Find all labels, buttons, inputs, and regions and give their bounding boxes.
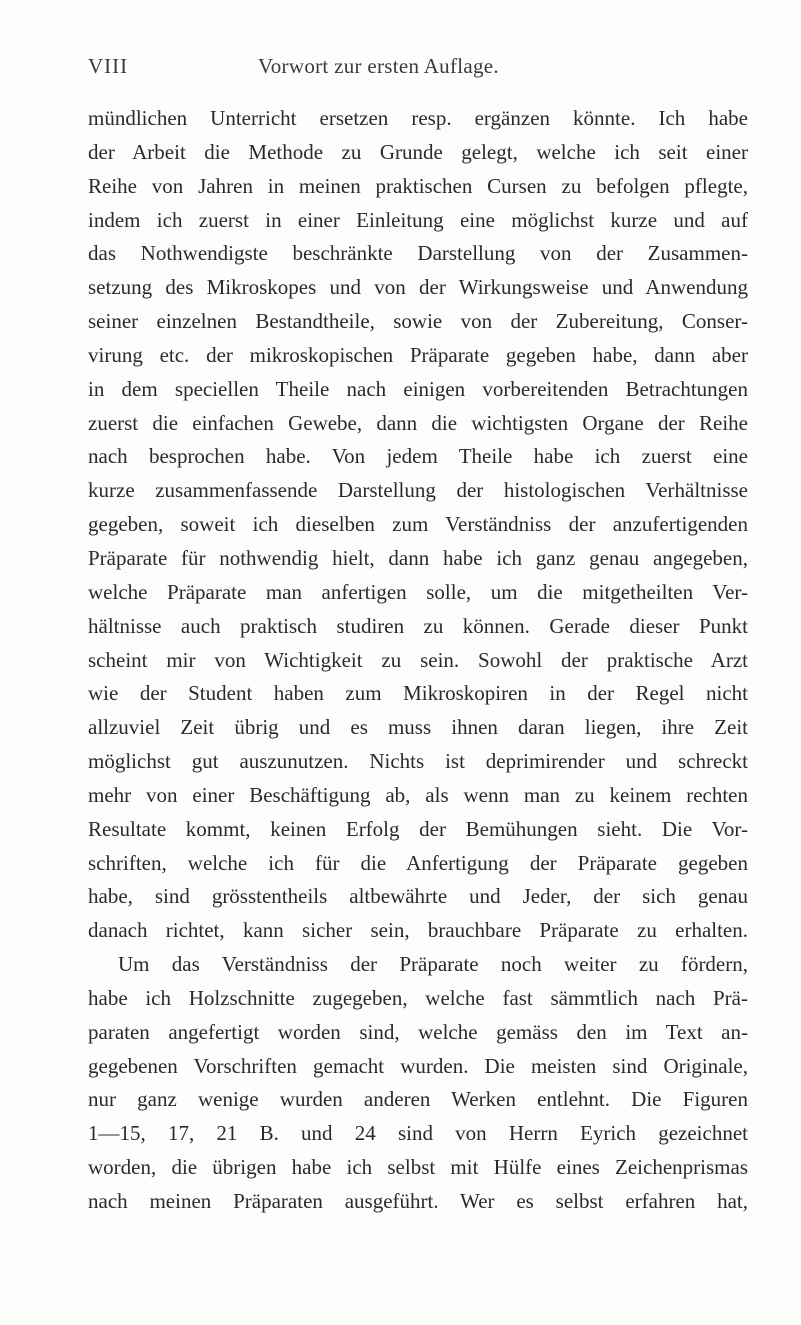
text-line: der Arbeit die Methode zu Grunde gelegt, welche ich seit einer [88, 139, 748, 164]
text-line: wie der Student haben zum Mikroskopiren in der Regel nicht [88, 681, 748, 706]
text-line: in dem speciellen Theile nach einigen vorbereitenden Betrachtungen [88, 376, 748, 401]
text-line: Resultate kommt, keinen Erfolg der Bemühungen sieht. Die Vor- [88, 816, 748, 841]
text-line: setzung des Mikroskopes und von der Wirkungsweise und Anwendung [88, 275, 748, 300]
text-line: danach richtet, kann sicher sein, brauchbare Präparate zu erhalten. [88, 918, 748, 943]
text-line: gegebenen Vorschriften gemacht wurden. Die meisten sind Originale, [88, 1053, 748, 1078]
text-line: 1—15, 17, 21 B. und 24 sind von Herrn Eyrich gezeichnet [88, 1121, 748, 1146]
text-line: virung etc. der mikroskopischen Präparate gegeben habe, dann aber [88, 342, 748, 367]
body-text [88, 102, 748, 1219]
text-line: indem ich zuerst in einer Einleitung eine möglichst kurze und auf [88, 207, 748, 232]
text-line: möglichst gut auszunutzen. Nichts ist deprimirender und schreckt [88, 749, 748, 774]
text-line: mündlichen Unterricht ersetzen resp. ergänzen könnte. Ich habe [88, 106, 748, 130]
text-line: hältnisse auch praktisch studiren zu können. Gerade dieser Punkt [88, 613, 748, 638]
text-line: habe, sind grösstentheils altbewährte und Jeder, der sich genau [88, 884, 748, 909]
page-header [88, 54, 748, 84]
text-line: paraten angefertigt worden sind, welche gemäss den im Text an- [88, 1019, 748, 1044]
page-number: VIII [88, 54, 129, 78]
text-line: das Nothwendigste beschränkte Darstellung von der Zusammen- [88, 241, 748, 266]
text-line: worden, die übrigen habe ich selbst mit Hülfe eines Zeichenprismas [88, 1155, 748, 1180]
text-line: schriften, welche ich für die Anfertigung der Präparate gegeben [88, 850, 748, 875]
text-line: nach meinen Präparaten ausgeführt. Wer es selbst erfahren hat, [88, 1189, 748, 1213]
text-line: zuerst die einfachen Gewebe, dann die wichtigsten Organe der Reihe [88, 410, 748, 435]
text-line: scheint mir von Wichtigkeit zu sein. Sowohl der praktische Arzt [88, 647, 748, 672]
text-line: mehr von einer Beschäftigung ab, als wenn man zu keinem rechten [88, 782, 748, 807]
running-title: Vorwort zur ersten Auflage. [258, 54, 499, 78]
text-line: habe ich Holzschnitte zugegeben, welche fast sämmtlich nach Prä- [88, 985, 748, 1010]
text-line: nach besprochen habe. Von jedem Theile habe ich zuerst eine [88, 444, 748, 469]
text-line: welche Präparate man anfertigen solle, um die mitgetheilten Ver- [88, 579, 748, 604]
text-line: Reihe von Jahren in meinen praktischen Cursen zu befolgen pflegte, [88, 173, 748, 198]
text-line: nur ganz wenige wurden anderen Werken entlehnt. Die Figuren [88, 1087, 748, 1112]
text-line: kurze zusammenfassende Darstellung der histologischen Verhältnisse [88, 478, 748, 503]
text-line: seiner einzelnen Bestandtheile, sowie von der Zubereitung, Conser- [88, 309, 748, 334]
text-line: Um das Verständniss der Präparate noch weiter zu fördern, [118, 952, 748, 977]
text-line: gegeben, soweit ich dieselben zum Verständniss der anzufertigenden [88, 512, 748, 537]
text-line: Präparate für nothwendig hielt, dann habe ich ganz genau angegeben, [88, 545, 748, 570]
text-line: allzuviel Zeit übrig und es muss ihnen daran liegen, ihre Zeit [88, 715, 748, 740]
